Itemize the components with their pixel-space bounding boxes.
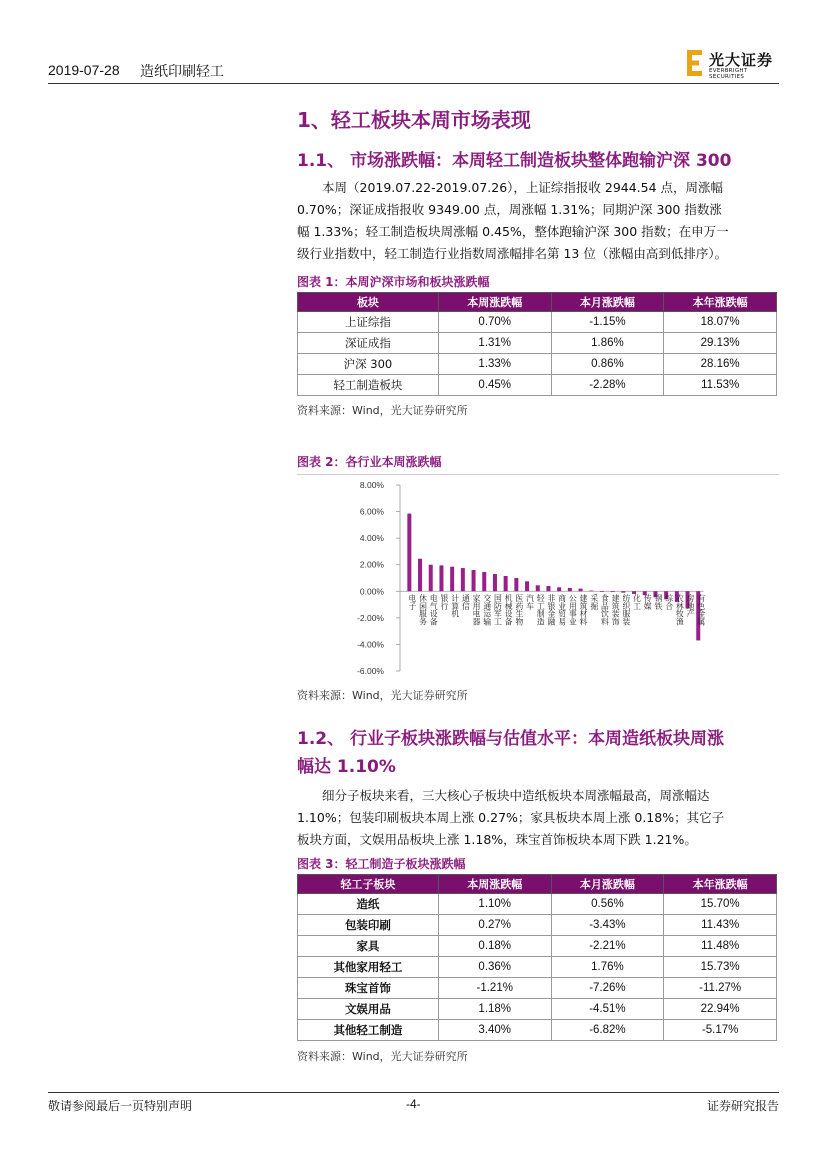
bar-计算机 [450, 567, 454, 592]
bar-公用事业 [568, 588, 572, 591]
table-cell: 22.94% [664, 999, 777, 1020]
column-header: 本周涨跌幅 [438, 875, 551, 894]
footer-report-type: 证券研究报告 [706, 1099, 779, 1113]
x-tick-label: 家用电器 [472, 594, 482, 626]
x-tick-label: 汽车 [525, 594, 535, 610]
page-number: -4- [406, 1097, 421, 1111]
bar-非银金融 [546, 586, 550, 591]
table-cell: -1.15% [551, 312, 664, 333]
y-tick-label: 4.00% [359, 533, 384, 544]
x-tick-label: 银行 [439, 594, 449, 610]
table-cell: 0.18% [438, 936, 551, 957]
table-cell: 11.48% [664, 936, 777, 957]
bar-chart [297, 475, 779, 683]
header-divider [48, 83, 779, 84]
x-tick-label: 医药生物 [514, 594, 524, 626]
table-cell: 15.70% [664, 894, 777, 915]
bar-交通运输 [482, 572, 486, 591]
table-cell: -2.28% [551, 375, 664, 396]
table-cell: 29.13% [664, 333, 777, 354]
table-cell: -3.43% [551, 915, 664, 936]
table-cell: 0.27% [438, 915, 551, 936]
table-cell: 造纸 [298, 894, 439, 915]
table-cell: 包装印刷 [298, 915, 439, 936]
header-date: 2019-07-28 [48, 62, 120, 78]
table-cell: 轻工制造板块 [298, 375, 439, 396]
paragraph-line: 细分子板块来看，三大核心子板块中造纸板块本周涨幅最高，周涨幅达 [322, 788, 710, 803]
y-tick-label: 6.00% [359, 506, 384, 517]
bar-建筑材料 [579, 589, 583, 592]
bar-电气设备 [429, 565, 433, 592]
table-cell: -7.26% [551, 978, 664, 999]
x-tick-label: 综合 [664, 594, 674, 610]
paragraph-line: 0.70%；深证成指报收 9349.00 点，周涨幅 1.31%；同期沪深 300 指数涨 [297, 202, 722, 217]
table-cell: -6.82% [551, 1020, 664, 1041]
column-header: 本月涨跌幅 [551, 875, 664, 894]
x-tick-label: 采掘 [589, 594, 599, 610]
x-tick-label: 钢铁 [653, 594, 663, 610]
logo-subtitle: EVERBRIGHT SECURITIES [709, 68, 748, 80]
figure-1-source: 资料来源：Wind，光大证券研究所 [297, 404, 468, 417]
y-tick-label: -6.00% [357, 666, 384, 676]
x-tick-label: 轻工制造 [536, 594, 546, 626]
table-cell: 0.36% [438, 957, 551, 978]
figure-2-title: 图表 2：各行业本周涨跌幅 [297, 455, 442, 469]
section-1-1-title: 1.1、 市场涨跌幅：本周轻工制造板块整体跑输沪深 300 [297, 151, 732, 171]
x-tick-label: 化工 [632, 594, 642, 610]
footer-disclaimer: 敬请参阅最后一页特别声明 [48, 1099, 193, 1113]
table-cell: 0.45% [438, 375, 551, 396]
x-tick-label: 休闲服务 [418, 594, 428, 626]
table-cell: 28.16% [664, 354, 777, 375]
bar-建筑装饰 [611, 591, 615, 592]
table-cell: -11.27% [664, 978, 777, 999]
header-sector: 造纸印刷轻工 [140, 64, 224, 80]
y-tick-label: 2.00% [359, 559, 384, 570]
paragraph-line: 1.10%；包装印刷板块本周上涨 0.27%；家具板块本周上涨 0.18%；其它子 [297, 810, 725, 825]
bar-机械设备 [504, 576, 508, 591]
table-row [298, 957, 777, 978]
paragraph-line: 本周（2019.07.22-2019.07.26），上证综指报收 2944.54 点，周涨幅 [322, 180, 724, 195]
column-header: 本周涨跌幅 [438, 293, 551, 312]
table-row [298, 915, 777, 936]
column-header: 轻工子板块 [298, 875, 439, 894]
section-1-1-paragraph [297, 177, 779, 265]
page-header [48, 51, 779, 84]
x-tick-label: 房地产 [686, 594, 696, 618]
bar-轻工制造 [536, 585, 540, 591]
bar-食品饮料 [600, 591, 604, 592]
x-tick-label: 公用事业 [568, 594, 578, 626]
bar-纺织服装 [621, 591, 625, 592]
section-1-2-title-line-2: 幅达 1.10% [297, 757, 396, 777]
y-tick-label: -4.00% [357, 639, 384, 650]
x-tick-label: 非银金融 [546, 594, 556, 626]
figure-2-source: 资料来源：Wind，光大证券研究所 [297, 689, 468, 702]
figure-3-title: 图表 3：轻工制造子板块涨跌幅 [297, 857, 466, 871]
figure-3-source: 资料来源：Wind，光大证券研究所 [297, 1050, 468, 1063]
x-tick-label: 有色金属 [696, 594, 706, 626]
bar-采掘 [589, 591, 593, 592]
table-cell: 上证综指 [298, 312, 439, 333]
table-cell: 1.33% [438, 354, 551, 375]
table-cell: -2.21% [551, 936, 664, 957]
x-tick-label: 机械设备 [504, 594, 514, 626]
table-cell: 11.43% [664, 915, 777, 936]
table-cell: 3.40% [438, 1020, 551, 1041]
table-cell: -1.21% [438, 978, 551, 999]
x-tick-label: 电气设备 [429, 594, 439, 626]
logo-mark-icon [687, 50, 705, 76]
figure-1-title: 图表 1：本周沪深市场和板块涨跌幅 [297, 275, 490, 289]
y-tick-label: -2.00% [357, 612, 384, 623]
x-tick-label: 计算机 [450, 594, 460, 618]
x-tick-label: 食品饮料 [600, 594, 610, 626]
table-cell: 家具 [298, 936, 439, 957]
table-row [298, 312, 777, 333]
table-cell: 1.18% [438, 999, 551, 1020]
table-cell: -5.17% [664, 1020, 777, 1041]
table-cell: 0.86% [551, 354, 664, 375]
table-cell: -4.51% [551, 999, 664, 1020]
section-1-title: 1、轻工板块本周市场表现 [297, 108, 531, 132]
table-row [298, 999, 777, 1020]
table-header-row [298, 875, 777, 894]
table-row [298, 894, 777, 915]
x-tick-label: 纺织服装 [621, 594, 631, 626]
figure-3-table [297, 874, 777, 1041]
table-cell: 0.56% [551, 894, 664, 915]
table-row [298, 354, 777, 375]
bar-家用电器 [472, 570, 476, 591]
table-row [298, 978, 777, 999]
x-tick-label: 通信 [461, 594, 471, 610]
bar-医药生物 [514, 578, 518, 591]
x-tick-label: 国防军工 [493, 594, 503, 626]
table-cell: 1.10% [438, 894, 551, 915]
bar-电子 [407, 514, 411, 592]
bar-商业贸易 [557, 587, 561, 591]
paragraph-line: 板块方面，文娱用品板块上涨 1.18%，珠宝首饰板块本周下跌 1.21%。 [297, 832, 697, 847]
column-header: 板块 [298, 293, 439, 312]
y-tick-label: 8.00% [359, 480, 384, 490]
paragraph-line: 幅 1.33%；轻工制造板块周涨幅 0.45%，整体跑输沪深 300 指数；在申万一 [297, 224, 729, 239]
table-cell: 深证成指 [298, 333, 439, 354]
table-cell: 15.73% [664, 957, 777, 978]
paragraph-line: 级行业指数中，轻工制造行业指数周涨幅排名第 13 位（涨幅由高到低排序）。 [297, 246, 728, 261]
x-tick-label: 农林牧渔 [675, 594, 685, 626]
x-tick-label: 商业贸易 [557, 594, 567, 626]
table-cell: 珠宝首饰 [298, 978, 439, 999]
y-tick-label: 0.00% [359, 586, 384, 597]
x-tick-label: 建筑材料 [579, 594, 589, 626]
table-cell: 其他轻工制造 [298, 1020, 439, 1041]
company-logo [687, 48, 779, 80]
table-header-row [298, 293, 777, 312]
logo-text: 光大证券 [709, 51, 774, 69]
table-row [298, 333, 777, 354]
figure-2-chart [297, 474, 779, 682]
figure-1-table [297, 292, 777, 396]
table-cell: 0.70% [438, 312, 551, 333]
bar-国防军工 [493, 574, 497, 591]
bar-汽车 [525, 581, 529, 591]
table-cell: 11.53% [664, 375, 777, 396]
x-tick-label: 传媒 [643, 594, 653, 610]
x-tick-label: 电子 [407, 594, 417, 610]
table-cell: 1.76% [551, 957, 664, 978]
bar-银行 [439, 565, 443, 591]
table-cell: 其他家用轻工 [298, 957, 439, 978]
bar-通信 [461, 568, 465, 591]
x-tick-label: 交通运输 [482, 594, 492, 626]
footer-divider [48, 1092, 779, 1093]
table-cell: 18.07% [664, 312, 777, 333]
table-cell: 沪深 300 [298, 354, 439, 375]
column-header: 本年涨跌幅 [664, 875, 777, 894]
table-row [298, 375, 777, 396]
column-header: 本年涨跌幅 [664, 293, 777, 312]
section-1-2-paragraph [297, 785, 779, 851]
table-cell: 1.86% [551, 333, 664, 354]
table-cell: 1.31% [438, 333, 551, 354]
table-row [298, 1020, 777, 1041]
x-tick-label: 建筑装饰 [611, 594, 621, 626]
bar-休闲服务 [418, 559, 422, 592]
table-cell: 文娱用品 [298, 999, 439, 1020]
column-header: 本月涨跌幅 [551, 293, 664, 312]
table-row [298, 936, 777, 957]
section-1-2-title-line-1: 1.2、 行业子板块涨跌幅与估值水平：本周造纸板块周涨 [297, 729, 725, 749]
